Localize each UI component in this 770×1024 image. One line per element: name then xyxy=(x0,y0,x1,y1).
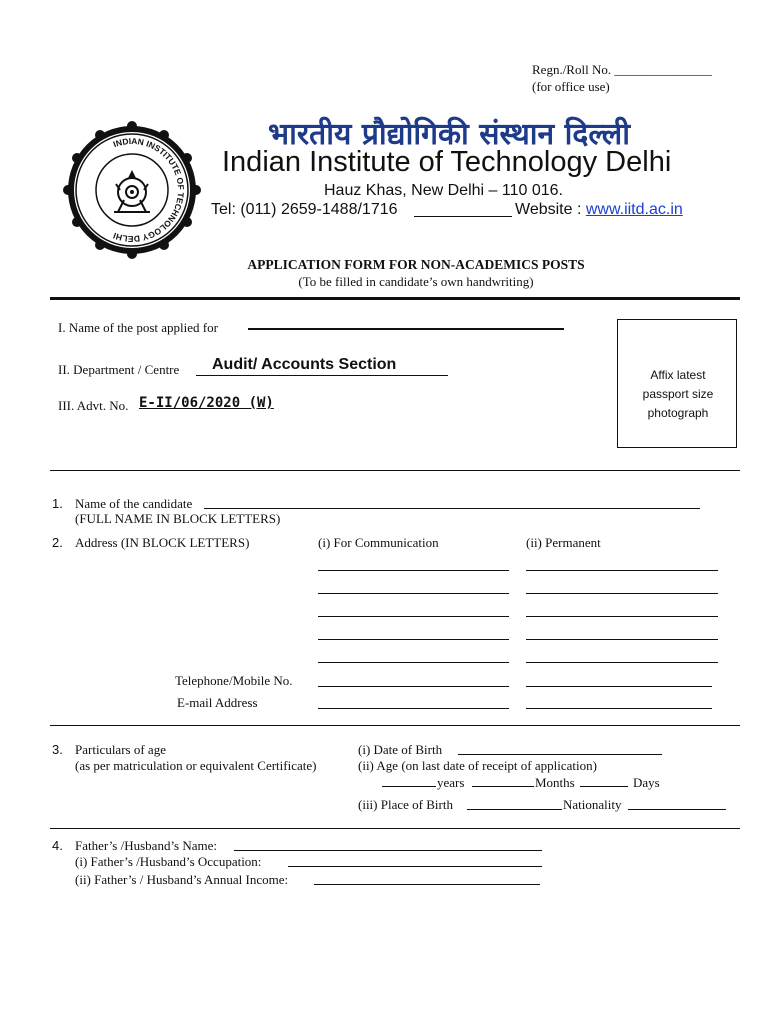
section-divider-1 xyxy=(50,470,740,471)
age-line-label: (ii) Age (on last date of receipt of application) xyxy=(358,758,597,773)
candidate-num: 1. xyxy=(52,496,63,511)
address-label: Address (IN BLOCK LETTERS) xyxy=(75,535,250,550)
father-name-field[interactable] xyxy=(234,850,542,851)
perm-address-line[interactable] xyxy=(526,662,718,663)
age-label: Particulars of age xyxy=(75,742,166,757)
institute-address: Hauz Khas, New Delhi – 110 016. xyxy=(324,182,563,199)
photo-line-3: photograph xyxy=(647,406,709,420)
dept-field[interactable] xyxy=(196,375,448,376)
hindi-institute-name: भारतीय प्रौद्योगिकी संस्थान दिल्ली xyxy=(268,117,630,152)
father-income-field[interactable] xyxy=(314,884,540,885)
comm-address-line[interactable] xyxy=(318,593,509,594)
pob-field[interactable] xyxy=(467,809,562,810)
age-sub: (as per matriculation or equivalent Certificate) xyxy=(75,758,317,773)
pob-label: (iii) Place of Birth xyxy=(358,797,453,812)
address-num: 2. xyxy=(52,535,63,550)
comm-address-line[interactable] xyxy=(318,616,509,617)
address-col-permanent: (ii) Permanent xyxy=(526,535,601,550)
nationality-field[interactable] xyxy=(628,809,726,810)
nationality-label: Nationality xyxy=(563,797,622,812)
perm-email-field[interactable] xyxy=(526,708,712,709)
comm-email-field[interactable] xyxy=(318,708,509,709)
father-occupation-field[interactable] xyxy=(288,866,542,867)
website-line xyxy=(515,201,683,219)
photo-line-2: passport size xyxy=(642,387,714,401)
address-col-communication: (i) For Communication xyxy=(318,535,439,550)
institute-logo xyxy=(62,120,202,260)
header-rule xyxy=(414,216,512,217)
father-occupation-label: (i) Father’s /Husband’s Occupation: xyxy=(75,854,262,869)
email-label: E-mail Address xyxy=(177,695,258,710)
years-label: years xyxy=(437,775,465,790)
advt-value: E-II/06/2020 (W) xyxy=(139,395,274,411)
comm-address-line[interactable] xyxy=(318,662,509,663)
comm-address-line[interactable] xyxy=(318,639,509,640)
candidate-name-field[interactable] xyxy=(204,508,700,509)
dept-value: Audit/ Accounts Section xyxy=(212,356,397,373)
logo-ring-text: INDIAN INSTITUTE OF TECHNOLOGY DELHI xyxy=(111,135,187,245)
section-divider-2 xyxy=(50,725,740,726)
age-num: 3. xyxy=(52,742,63,757)
perm-address-line[interactable] xyxy=(526,593,718,594)
advt-label: III. Advt. No. xyxy=(58,398,129,413)
years-field[interactable] xyxy=(382,786,436,787)
perm-phone-field[interactable] xyxy=(526,686,712,687)
post-field[interactable] xyxy=(248,328,564,330)
regn-roll-label: Regn./Roll No. _______________ xyxy=(532,62,712,77)
perm-address-line[interactable] xyxy=(526,570,718,571)
dob-label: (i) Date of Birth xyxy=(358,742,443,757)
days-label: Days xyxy=(633,775,660,790)
photo-line-1: Affix latest xyxy=(650,368,706,382)
website-link[interactable]: www.iitd.ac.in xyxy=(585,201,683,218)
office-use-note: (for office use) xyxy=(532,79,610,94)
months-field[interactable] xyxy=(472,786,534,787)
institute-name: Indian Institute of Technology Delhi xyxy=(222,146,672,178)
days-field[interactable] xyxy=(580,786,628,787)
candidate-label: Name of the candidate xyxy=(75,496,193,511)
title-divider xyxy=(50,297,740,300)
phone-label: Telephone/Mobile No. xyxy=(175,673,293,688)
perm-address-line[interactable] xyxy=(526,616,718,617)
comm-phone-field[interactable] xyxy=(318,686,509,687)
dob-field[interactable] xyxy=(458,754,662,755)
website-label: Website : xyxy=(515,201,586,218)
telephone: Tel: (011) 2659-1488/1716 xyxy=(211,201,398,218)
form-title: APPLICATION FORM FOR NON-ACADEMICS POSTS xyxy=(247,257,585,272)
candidate-sub: (FULL NAME IN BLOCK LETTERS) xyxy=(75,511,281,526)
form-subtitle: (To be filled in candidate’s own handwriting) xyxy=(298,274,534,289)
comm-address-line[interactable] xyxy=(318,570,509,571)
father-income-label: (ii) Father’s / Husband’s Annual Income: xyxy=(75,872,289,887)
father-num: 4. xyxy=(52,838,63,853)
father-name-label: Father’s /Husband’s Name: xyxy=(75,838,218,853)
months-label: Months xyxy=(535,775,575,790)
section-divider-3 xyxy=(50,828,740,829)
post-label: I. Name of the post applied for xyxy=(58,320,218,335)
photo-box xyxy=(617,319,737,448)
dept-label: II. Department / Centre xyxy=(58,362,180,377)
perm-address-line[interactable] xyxy=(526,639,718,640)
